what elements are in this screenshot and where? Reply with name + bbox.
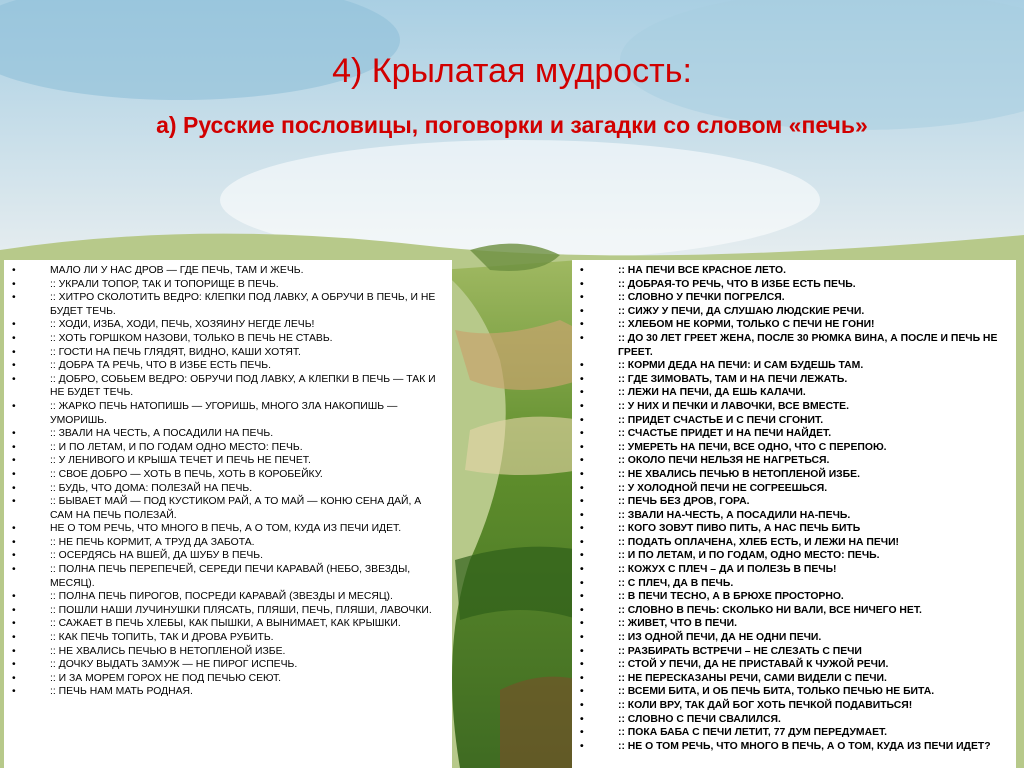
bullet-icon: • bbox=[12, 482, 16, 494]
bullet-icon: • bbox=[580, 332, 584, 344]
list-item bbox=[12, 604, 444, 618]
bullet-icon: • bbox=[580, 700, 584, 711]
proverb-text: :: ГОСТИ НА ПЕЧЬ ГЛЯДЯТ, ВИДНО, КАШИ ХОТЯТ. bbox=[50, 346, 301, 358]
bullet-icon: • bbox=[12, 659, 16, 671]
bullet-icon: • bbox=[580, 604, 584, 616]
bullet-icon: • bbox=[12, 550, 16, 562]
list-item bbox=[580, 713, 1008, 727]
list-item bbox=[580, 549, 1008, 563]
bullet-icon: • bbox=[12, 536, 16, 548]
proverb-text: :: ГДЕ ЗИМОВАТЬ, ТАМ И НА ПЕЧИ ЛЕЖАТЬ. bbox=[618, 373, 848, 385]
bullet-icon: • bbox=[12, 332, 16, 344]
list-item bbox=[12, 400, 444, 427]
bullet-icon: • bbox=[12, 319, 16, 331]
list-item bbox=[580, 373, 1008, 387]
list-item bbox=[12, 291, 444, 318]
proverb-text: :: КОЖУХ С ПЛЕЧ – ДА И ПОЛЕЗЬ В ПЕЧЬ! bbox=[618, 564, 837, 576]
proverb-text: :: У ХОЛОДНОЙ ПЕЧИ НЕ СОГРЕЕШЬСЯ. bbox=[618, 482, 828, 494]
proverb-text: :: ЖИВЕТ, ЧТО В ПЕЧИ. bbox=[618, 618, 737, 630]
bullet-icon: • bbox=[580, 740, 584, 752]
proverb-text: :: СЛОВНО У ПЕЧКИ ПОГРЕЛСЯ. bbox=[618, 292, 785, 304]
list-item bbox=[12, 631, 444, 645]
list-item bbox=[12, 536, 444, 550]
proverb-text: :: НА ПЕЧИ ВСЕ КРАСНОЕ ЛЕТО. bbox=[618, 265, 786, 276]
slide-subtitle: а) Русские пословицы, поговорки и загадки со словом «печь» bbox=[156, 112, 868, 138]
bullet-icon: • bbox=[580, 387, 584, 399]
list-item bbox=[580, 672, 1008, 686]
bullet-icon: • bbox=[580, 482, 584, 494]
proverb-text: :: В ПЕЧИ ТЕСНО, А В БРЮХЕ ПРОСТОРНО. bbox=[618, 591, 844, 603]
proverb-text: :: ДО 30 ЛЕТ ГРЕЕТ ЖЕНА, ПОСЛЕ 30 РЮМКА ВИНА, А ПОСЛЕ И ПЕЧЬ НЕ ГРЕЕТ. bbox=[618, 332, 998, 358]
list-item bbox=[12, 617, 444, 631]
list-item bbox=[580, 726, 1008, 740]
proverb-text: :: ЛЕЖИ НА ПЕЧИ, ДА ЕШЬ КАЛАЧИ. bbox=[618, 387, 806, 399]
proverb-text: :: ДОЧКУ ВЫДАТЬ ЗАМУЖ — НЕ ПИРОГ ИСПЕЧЬ. bbox=[50, 659, 298, 671]
bullet-icon: • bbox=[12, 645, 16, 657]
bullet-icon: • bbox=[12, 632, 16, 644]
list-item bbox=[12, 441, 444, 455]
list-item bbox=[580, 590, 1008, 604]
list-item bbox=[12, 318, 444, 332]
bullet-icon: • bbox=[580, 645, 584, 657]
proverb-text: :: ПОЛНА ПЕЧЬ ПИРОГОВ, ПОСРЕДИ КАРАВАЙ (ЗВЕЗДЫ И МЕСЯЦ). bbox=[50, 591, 393, 603]
proverb-text: :: У НИХ И ПЕЧКИ И ЛАВОЧКИ, ВСЕ ВМЕСТЕ. bbox=[618, 400, 849, 412]
proverb-text: :: У ЛЕНИВОГО И КРЫША ТЕЧЕТ И ПЕЧЬ НЕ ПЕЧЕТ. bbox=[50, 455, 311, 467]
list-item bbox=[580, 617, 1008, 631]
list-item bbox=[580, 740, 1008, 754]
bullet-icon: • bbox=[580, 400, 584, 412]
list-item bbox=[580, 645, 1008, 659]
bullet-icon: • bbox=[580, 713, 584, 725]
bullet-icon: • bbox=[12, 400, 16, 412]
proverb-text: :: ДОБРО, СОБЬЕМ ВЕДРО: ОБРУЧИ ПОД ЛАВКУ, А КЛЕПКИ В ПЕЧЬ — ТАК И НЕ БУДЕТ ТЕЧЬ. bbox=[50, 373, 436, 399]
bullet-icon: • bbox=[580, 496, 584, 508]
list-item bbox=[12, 264, 444, 278]
bullet-icon: • bbox=[580, 360, 584, 372]
proverb-text: НЕ О ТОМ РЕЧЬ, ЧТО МНОГО В ПЕЧЬ, А О ТОМ, КУДА ИЗ ПЕЧИ ИДЕТ. bbox=[50, 523, 402, 535]
bullet-icon: • bbox=[12, 591, 16, 603]
proverb-text: :: СЧАСТЬЕ ПРИДЕТ И НА ПЕЧИ НАЙДЕТ. bbox=[618, 428, 832, 440]
list-item bbox=[580, 359, 1008, 373]
bullet-icon: • bbox=[12, 441, 16, 453]
list-item bbox=[12, 454, 444, 468]
bullet-icon: • bbox=[580, 428, 584, 440]
bullet-icon: • bbox=[580, 441, 584, 453]
proverb-text: :: ПОДАТЬ ОПЛАЧЕНА, ХЛЕБ ЕСТЬ, И ЛЕЖИ НА ПЕЧИ! bbox=[618, 536, 899, 548]
bullet-icon: • bbox=[12, 455, 16, 467]
list-item bbox=[12, 645, 444, 659]
bullet-icon: • bbox=[12, 346, 16, 358]
bullet-icon: • bbox=[12, 468, 16, 480]
list-item bbox=[580, 495, 1008, 509]
list-item bbox=[12, 482, 444, 496]
bullet-icon: • bbox=[580, 591, 584, 603]
proverb-text: :: ПОЛНА ПЕЧЬ ПЕРЕПЕЧЕЙ, СЕРЕДИ ПЕЧИ КАРАВАЙ (НЕБО, ЗВЕЗДЫ, МЕСЯЦ). bbox=[50, 564, 411, 589]
list-item bbox=[580, 563, 1008, 577]
list-item bbox=[12, 373, 444, 400]
list-item bbox=[580, 522, 1008, 536]
proverb-text: :: САЖАЕТ В ПЕЧЬ ХЛЕБЫ, КАК ПЫШКИ, А ВЫНИМАЕТ, КАК КРЫШКИ. bbox=[50, 618, 401, 630]
list-item bbox=[580, 441, 1008, 455]
proverb-text: :: СТОЙ У ПЕЧИ, ДА НЕ ПРИСТАВАЙ К ЧУЖОЙ РЕЧИ. bbox=[618, 659, 889, 671]
bullet-icon: • bbox=[580, 672, 584, 684]
bullet-icon: • bbox=[12, 672, 16, 684]
proverb-text: :: ДОБРАЯ-ТО РЕЧЬ, ЧТО В ИЗБЕ ЕСТЬ ПЕЧЬ. bbox=[618, 278, 856, 290]
proverb-text: :: НЕ ПЕЧЬ КОРМИТ, А ТРУД ДА ЗАБОТА. bbox=[50, 536, 255, 548]
proverb-text: :: ЗВАЛИ НА ЧЕСТЬ, А ПОСАДИЛИ НА ПЕЧЬ. bbox=[50, 428, 274, 440]
left-proverbs-list bbox=[12, 264, 444, 699]
proverb-text: :: ПОШЛИ НАШИ ЛУЧИНУШКИ ПЛЯСАТЬ, ПЛЯШИ, ПЕЧЬ, ПЛЯШИ, ЛАВОЧКИ. bbox=[50, 604, 432, 616]
proverb-text: :: С ПЛЕЧ, ДА В ПЕЧЬ. bbox=[618, 577, 734, 589]
bullet-icon: • bbox=[580, 509, 584, 521]
proverb-text: :: НЕ О ТОМ РЕЧЬ, ЧТО МНОГО В ПЕЧЬ, А О ТОМ, КУДА ИЗ ПЕЧИ ИДЕТ? bbox=[618, 740, 991, 752]
list-item bbox=[580, 278, 1008, 292]
proverb-text: :: КОЛИ ВРУ, ТАК ДАЙ БОГ ХОТЬ ПЕЧКОЙ ПОДАВИТЬСЯ! bbox=[618, 700, 913, 711]
list-item bbox=[580, 631, 1008, 645]
list-item bbox=[580, 604, 1008, 618]
proverb-text: :: БЫВАЕТ МАЙ — ПОД КУСТИКОМ РАЙ, А ТО МАЙ — КОНЮ СЕНА ДАЙ, А САМ НА ПЕЧЬ ПОЛЕЗАЙ. bbox=[50, 496, 422, 521]
list-item bbox=[580, 318, 1008, 332]
list-item bbox=[12, 495, 444, 522]
bullet-icon: • bbox=[12, 604, 16, 616]
bullet-icon: • bbox=[12, 564, 16, 576]
proverb-text: :: БУДЬ, ЧТО ДОМА: ПОЛЕЗАЙ НА ПЕЧЬ. bbox=[50, 482, 253, 494]
bullet-icon: • bbox=[580, 468, 584, 480]
list-item bbox=[580, 509, 1008, 523]
proverb-text: :: ОКОЛО ПЕЧИ НЕЛЬЗЯ НЕ НАГРЕТЬСЯ. bbox=[618, 455, 830, 467]
bullet-icon: • bbox=[12, 265, 16, 276]
bullet-icon: • bbox=[580, 278, 584, 290]
proverb-text: :: ДОБРА ТА РЕЧЬ, ЧТО В ИЗБЕ ЕСТЬ ПЕЧЬ. bbox=[50, 360, 271, 372]
proverb-text: :: ПЕЧЬ БЕЗ ДРОВ, ГОРА. bbox=[618, 496, 750, 508]
list-item bbox=[580, 264, 1008, 278]
proverb-text: :: СВОЕ ДОБРО — ХОТЬ В ПЕЧЬ, ХОТЬ В КОРОБЕЙКУ. bbox=[50, 468, 323, 480]
list-item bbox=[12, 658, 444, 672]
list-item bbox=[580, 699, 1008, 713]
bullet-icon: • bbox=[580, 632, 584, 644]
list-item bbox=[12, 346, 444, 360]
bullet-icon: • bbox=[12, 292, 16, 304]
list-item bbox=[12, 468, 444, 482]
list-item bbox=[12, 685, 444, 699]
bullet-icon: • bbox=[580, 564, 584, 576]
bullet-icon: • bbox=[12, 278, 16, 290]
list-item bbox=[12, 427, 444, 441]
bullet-icon: • bbox=[12, 496, 16, 508]
proverb-text: :: ПЕЧЬ НАМ МАТЬ РОДНАЯ. bbox=[50, 686, 193, 698]
proverb-text: :: РАЗБИРАТЬ ВСТРЕЧИ – НЕ СЛЕЗАТЬ С ПЕЧИ bbox=[618, 645, 862, 657]
proverb-text: :: ХИТРО СКОЛОТИТЬ ВЕДРО: КЛЕПКИ ПОД ЛАВКУ, А ОБРУЧИ В ПЕЧЬ, И НЕ БУДЕТ ТЕЧЬ. bbox=[50, 292, 436, 317]
proverb-text: :: ХОДИ, ИЗБА, ХОДИ, ПЕЧЬ, ХОЗЯИНУ НЕГДЕ ЛЕЧЬ! bbox=[50, 319, 315, 331]
proverb-text: :: СЛОВНО В ПЕЧЬ: СКОЛЬКО НИ ВАЛИ, ВСЕ НИЧЕГО НЕТ. bbox=[618, 604, 922, 616]
bullet-icon: • bbox=[580, 265, 584, 276]
list-item bbox=[12, 359, 444, 373]
list-item bbox=[580, 414, 1008, 428]
bullet-icon: • bbox=[12, 373, 16, 385]
list-item bbox=[580, 482, 1008, 496]
bullet-icon: • bbox=[580, 618, 584, 630]
proverb-text: :: ХЛЕБОМ НЕ КОРМИ, ТОЛЬКО С ПЕЧИ НЕ ГОНИ! bbox=[618, 319, 875, 331]
proverb-text: :: СЛОВНО С ПЕЧИ СВАЛИЛСЯ. bbox=[618, 713, 781, 725]
proverb-text: :: ВСЕМИ БИТА, И ОБ ПЕЧЬ БИТА, ТОЛЬКО ПЕЧЬЮ НЕ БИТА. bbox=[618, 686, 935, 698]
bullet-icon: • bbox=[12, 618, 16, 630]
bullet-icon: • bbox=[580, 727, 584, 739]
list-item bbox=[12, 563, 444, 590]
list-item bbox=[580, 386, 1008, 400]
proverb-text: :: КОГО ЗОВУТ ПИВО ПИТЬ, А НАС ПЕЧЬ БИТЬ bbox=[618, 523, 861, 535]
list-item bbox=[580, 685, 1008, 699]
proverb-text: :: ИЗ ОДНОЙ ПЕЧИ, ДА НЕ ОДНИ ПЕЧИ. bbox=[618, 632, 822, 644]
list-item bbox=[580, 468, 1008, 482]
list-item bbox=[580, 305, 1008, 319]
bullet-icon: • bbox=[580, 659, 584, 671]
list-item bbox=[580, 577, 1008, 591]
bullet-icon: • bbox=[580, 550, 584, 562]
bullet-icon: • bbox=[580, 292, 584, 304]
proverb-text: :: НЕ ПЕРЕСКАЗАНЫ РЕЧИ, САМИ ВИДЕЛИ С ПЕЧИ. bbox=[618, 672, 887, 684]
bullet-icon: • bbox=[580, 319, 584, 331]
right-proverbs-panel bbox=[572, 260, 1016, 768]
bullet-icon: • bbox=[580, 523, 584, 535]
list-item bbox=[12, 332, 444, 346]
bullet-icon: • bbox=[580, 414, 584, 426]
proverb-text: :: НЕ ХВАЛИСЬ ПЕЧЬЮ В НЕТОПЛЕНОЙ ИЗБЕ. bbox=[50, 645, 286, 657]
slide-title: 4) Крылатая мудрость: bbox=[332, 52, 692, 90]
proverb-text: :: СИЖУ У ПЕЧИ, ДА СЛУШАЮ ЛЮДСКИЕ РЕЧИ. bbox=[618, 305, 865, 317]
proverb-text: :: ЗВАЛИ НА-ЧЕСТЬ, А ПОСАДИЛИ НА-ПЕЧЬ. bbox=[618, 509, 851, 521]
bullet-icon: • bbox=[580, 686, 584, 698]
bullet-icon: • bbox=[580, 577, 584, 589]
proverb-text: МАЛО ЛИ У НАС ДРОВ — ГДЕ ПЕЧЬ, ТАМ И ЖЕЧЬ. bbox=[50, 265, 304, 276]
list-item bbox=[12, 590, 444, 604]
proverb-text: :: НЕ ХВАЛИСЬ ПЕЧЬЮ В НЕТОПЛЕНОЙ ИЗБЕ. bbox=[618, 468, 860, 480]
proverb-text: :: ХОТЬ ГОРШКОМ НАЗОВИ, ТОЛЬКО В ПЕЧЬ НЕ СТАВЬ. bbox=[50, 332, 333, 344]
bullet-icon: • bbox=[12, 428, 16, 440]
proverb-text: :: ОСЕРДЯСЬ НА ВШЕЙ, ДА ШУБУ В ПЕЧЬ. bbox=[50, 550, 264, 562]
left-proverbs-panel bbox=[4, 260, 452, 768]
bullet-icon: • bbox=[580, 373, 584, 385]
bullet-icon: • bbox=[580, 305, 584, 317]
bullet-icon: • bbox=[12, 523, 16, 535]
bullet-icon: • bbox=[580, 455, 584, 467]
proverb-text: :: ЖАРКО ПЕЧЬ НАТОПИШЬ — УГОРИШЬ, МНОГО ЗЛА НАКОПИШЬ — УМОРИШЬ. bbox=[50, 400, 398, 426]
proverb-text: :: И ЗА МОРЕМ ГОРОХ НЕ ПОД ПЕЧЬЮ СЕЮТ. bbox=[50, 672, 282, 684]
list-item bbox=[12, 278, 444, 292]
list-item bbox=[580, 291, 1008, 305]
proverb-text: :: КАК ПЕЧЬ ТОПИТЬ, ТАК И ДРОВА РУБИТЬ. bbox=[50, 632, 274, 644]
bullet-icon: • bbox=[580, 536, 584, 548]
proverb-text: :: И ПО ЛЕТАМ, И ПО ГОДАМ, ОДНО МЕСТО: ПЕЧЬ. bbox=[618, 550, 880, 562]
proverb-text: :: УМЕРЕТЬ НА ПЕЧИ, ВСЕ ОДНО, ЧТО С ПЕРЕПОЮ. bbox=[618, 441, 887, 453]
list-item bbox=[580, 427, 1008, 441]
proverb-text: :: КОРМИ ДЕДА НА ПЕЧИ: И САМ БУДЕШЬ ТАМ. bbox=[618, 360, 864, 372]
right-proverbs-list bbox=[580, 264, 1008, 753]
proverb-text: :: ПОКА БАБА С ПЕЧИ ЛЕТИТ, 77 ДУМ ПЕРЕДУМАЕТ. bbox=[618, 727, 888, 739]
list-item bbox=[580, 536, 1008, 550]
proverb-text: :: ПРИДЕТ СЧАСТЬЕ И С ПЕЧИ СГОНИТ. bbox=[618, 414, 824, 426]
proverb-text: :: И ПО ЛЕТАМ, И ПО ГОДАМ ОДНО МЕСТО: ПЕЧЬ. bbox=[50, 441, 303, 453]
proverb-text: :: УКРАЛИ ТОПОР, ТАК И ТОПОРИЩЕ В ПЕЧЬ. bbox=[50, 278, 279, 290]
list-item bbox=[580, 400, 1008, 414]
list-item bbox=[12, 549, 444, 563]
list-item bbox=[580, 454, 1008, 468]
bullet-icon: • bbox=[12, 686, 16, 698]
list-item bbox=[580, 332, 1008, 359]
bullet-icon: • bbox=[12, 360, 16, 372]
list-item bbox=[580, 658, 1008, 672]
list-item bbox=[12, 672, 444, 686]
list-item bbox=[12, 522, 444, 536]
